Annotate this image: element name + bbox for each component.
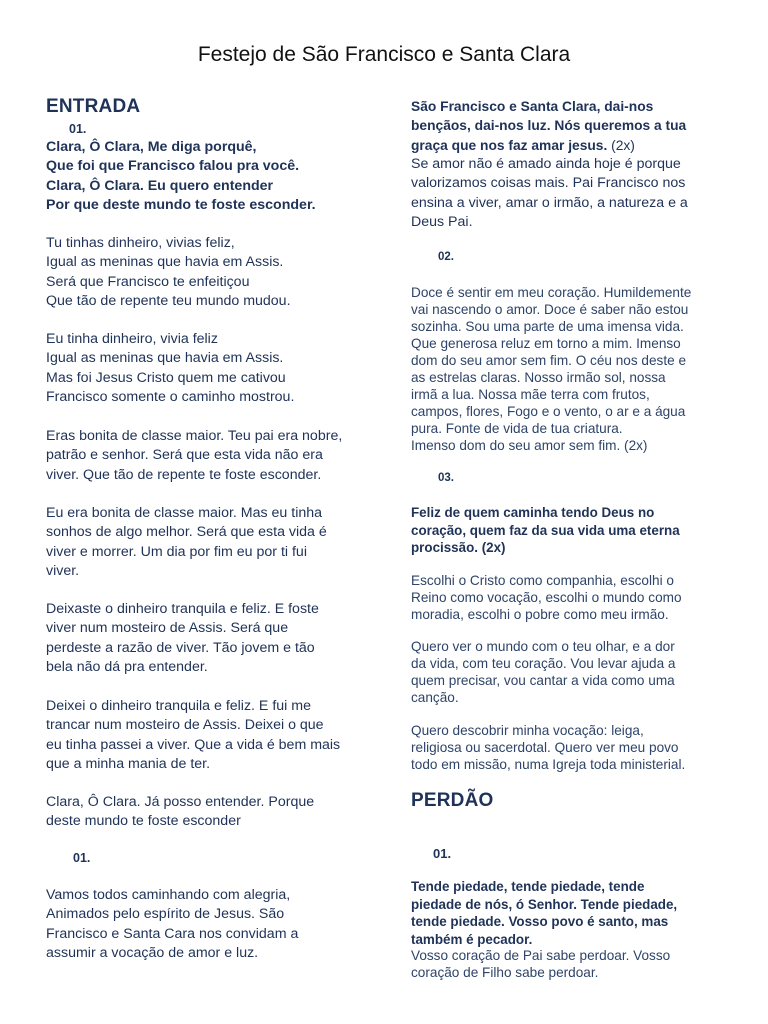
text-line xyxy=(46,812,376,831)
line-text: dom do seu amor sem fim. O céu nos deste e xyxy=(411,353,687,368)
song-number: 01. xyxy=(69,122,87,136)
text-line xyxy=(46,292,376,311)
chorus-stanza xyxy=(411,97,741,155)
text-line xyxy=(411,572,741,589)
chorus-lines xyxy=(411,97,741,155)
line-text: Imenso dom do seu amor sem fim. (2x) xyxy=(411,438,648,453)
verse-stanza xyxy=(411,572,741,623)
verse-stanza xyxy=(46,886,376,963)
text-line xyxy=(46,157,376,176)
line-text: sonhos de algo melhor. Será que esta vida é xyxy=(46,524,327,541)
text-line xyxy=(411,318,741,335)
line-text: Reino como vocação, escolhi o mundo como xyxy=(411,590,682,605)
verse-stanza xyxy=(46,793,376,832)
text-line xyxy=(411,420,741,437)
text-line xyxy=(46,523,376,542)
text-line xyxy=(411,301,741,318)
text-line xyxy=(411,386,741,403)
line-text: São Francisco e Santa Clara, dai-nos xyxy=(411,99,654,114)
line-text: tende piedade. Vosso povo é santo, mas xyxy=(411,914,669,929)
text-line xyxy=(46,196,376,215)
line-text: viver. Que tão de repente te foste esconder. xyxy=(46,466,322,483)
line-text: viver. xyxy=(46,562,80,579)
line-text: também é pecador. xyxy=(411,931,533,947)
text-line xyxy=(46,619,376,638)
line-text: eu tinha passei a viver. Que a vida é bem mais xyxy=(46,736,341,753)
text-line xyxy=(46,716,376,735)
text-line xyxy=(46,944,376,963)
line-text: valorizamos coisas mais. Pai Francisco nos xyxy=(411,175,686,192)
line-text: Eu tinha dinheiro, vivia feliz xyxy=(46,331,218,347)
line-text: coração, quem faz da sua vida uma eterna xyxy=(411,522,680,538)
text-line xyxy=(411,335,741,352)
line-text: Por que deste mundo te foste esconder. xyxy=(46,196,316,213)
text-line xyxy=(411,689,741,706)
text-line xyxy=(46,330,376,349)
text-line xyxy=(46,905,376,924)
line-text: Deus Pai. xyxy=(411,213,473,230)
verse-stanza xyxy=(411,155,741,232)
text-line xyxy=(46,234,376,253)
verse-stanza xyxy=(411,284,741,454)
line-text: quem precisar, vou cantar a vida como uma xyxy=(411,673,675,688)
line-text: da vida, com teu coração. Vou levar ajuda a xyxy=(411,656,676,671)
line-text: viver e morrer. Um dia por fim eu por ti fui xyxy=(46,543,307,560)
line-text: Vamos todos caminhando com alegria, xyxy=(46,887,291,903)
song-number: 01. xyxy=(73,851,91,865)
text-line xyxy=(46,793,376,812)
text-line xyxy=(411,638,741,655)
text-line xyxy=(411,504,741,522)
line-text: Quero ver o mundo com o teu olhar, e a dor xyxy=(411,639,675,654)
line-text: vai nascendo o amor. Doce é saber não estou xyxy=(411,302,689,317)
text-line xyxy=(411,896,741,914)
text-line xyxy=(411,913,741,931)
line-text: canção. xyxy=(411,690,459,705)
text-line xyxy=(46,504,376,523)
text-line xyxy=(411,756,741,773)
text-line xyxy=(411,116,741,135)
text-line xyxy=(46,600,376,619)
chorus-stanza xyxy=(411,504,741,557)
line-text: bençãos, dai-nos luz. Nós queremos a tua xyxy=(411,118,687,134)
line-text: Se amor não é amado ainda hoje é porque xyxy=(411,156,681,172)
text-line xyxy=(46,446,376,465)
line-text: procissão. (2x) xyxy=(411,540,506,555)
chorus-stanza xyxy=(411,878,741,948)
text-line xyxy=(411,284,741,301)
verse-stanza xyxy=(411,638,741,706)
line-text: perdeste a razão de viver. Tão jovem e tão xyxy=(46,639,315,656)
verse-stanza xyxy=(46,234,376,311)
text-line xyxy=(46,543,376,562)
text-line xyxy=(411,606,741,623)
text-line xyxy=(46,697,376,716)
line-text: patrão e senhor. Será que esta vida não era xyxy=(46,447,323,464)
text-line xyxy=(46,736,376,755)
text-line xyxy=(46,177,376,196)
verse-stanza xyxy=(46,504,376,581)
line-text: as estrelas claras. Nosso irmão sol, nossa xyxy=(411,370,666,385)
line-text: viver num mosteiro de Assis. Será que xyxy=(46,620,289,637)
line-text: Escolhi o Cristo como companhia, escolhi o xyxy=(411,573,674,588)
line-text: Doce é sentir em meu coração. Humildemente xyxy=(411,285,692,300)
line-text: Será que Francisco te enfeitiçou xyxy=(46,273,250,290)
text-line xyxy=(411,97,741,116)
text-line xyxy=(46,427,376,446)
text-line xyxy=(411,947,741,964)
line-text: Que foi que Francisco falou pra você. xyxy=(46,158,300,175)
text-line xyxy=(46,925,376,944)
text-line xyxy=(46,273,376,292)
line-text: irmã a lua. Nossa mãe terra com frutos, xyxy=(411,387,650,402)
text-line xyxy=(411,403,741,420)
text-line xyxy=(46,466,376,485)
text-line xyxy=(411,931,741,949)
text-line xyxy=(411,539,741,557)
line-text: graça que nos faz amar jesus. xyxy=(411,137,608,153)
text-line xyxy=(46,349,376,368)
line-text: todo em missão, numa Igreja toda ministerial. xyxy=(411,757,686,772)
verse-stanza xyxy=(411,947,741,981)
line-text: Tende piedade, tende piedade, tende xyxy=(411,879,645,894)
text-line xyxy=(411,136,741,155)
line-text: Deixei o dinheiro tranquila e feliz. E fui me xyxy=(46,698,311,714)
line-text: Francisco somente o caminho mostrou. xyxy=(46,388,295,405)
line-text: Eras bonita de classe maior. Teu pai era nobre, xyxy=(46,428,343,444)
text-line xyxy=(46,388,376,407)
line-text: piedade de nós, ó Senhor. Tende piedade, xyxy=(411,896,678,912)
line-text: Que tão de repente teu mundo mudou. xyxy=(46,292,291,309)
line-text: Francisco e Santa Cara nos convidam a xyxy=(46,925,299,942)
text-line xyxy=(411,213,741,232)
line-text: Igual as meninas que havia em Assis. xyxy=(46,350,284,367)
line-text: Deixaste o dinheiro tranquila e feliz. E foste xyxy=(46,601,319,617)
song-number: 03. xyxy=(438,472,454,484)
line-text: sozinha. Sou uma parte de uma imensa vida. xyxy=(411,319,684,334)
text-line xyxy=(411,739,741,756)
line-text: moradia, escolhi o pobre como meu irmão. xyxy=(411,607,669,622)
text-line xyxy=(411,155,741,174)
chorus-stanza xyxy=(46,138,376,215)
text-line xyxy=(411,369,741,386)
line-text: pura. Fonte de vida de tua criatura. xyxy=(411,421,623,436)
text-line xyxy=(46,562,376,581)
text-line xyxy=(411,722,741,739)
text-line xyxy=(411,672,741,689)
line-text: coração de Filho sabe perdoar. xyxy=(411,965,599,980)
text-line xyxy=(411,655,741,672)
text-line xyxy=(411,352,741,369)
line-text: Clara, Ô Clara, Me diga porquê, xyxy=(46,139,257,155)
text-line xyxy=(46,755,376,774)
text-line xyxy=(46,639,376,658)
line-text: bela não dá pra entender. xyxy=(46,658,208,675)
text-line xyxy=(411,194,741,213)
text-line xyxy=(411,589,741,606)
verse-stanza xyxy=(46,330,376,407)
line-text: Clara, Ô Clara. Já posso entender. Porque xyxy=(46,794,315,810)
line-text: ensina a viver, amar o irmão, a natureza e a xyxy=(411,194,688,211)
line-text: que a minha mania de ter. xyxy=(46,755,211,772)
line-text: Tu tinhas dinheiro, vivias feliz, xyxy=(46,235,235,251)
verse-stanza xyxy=(46,600,376,677)
line-text: Que generosa reluz em torno a mim. Imenso xyxy=(411,336,681,351)
text-line xyxy=(411,174,741,193)
repeat-marker: (2x) xyxy=(607,137,635,153)
page-title: Festejo de São Francisco e Santa Clara xyxy=(197,43,571,66)
section-heading-perdao: PERDÃO xyxy=(411,790,494,811)
line-text: Vosso coração de Pai sabe perdoar. Vosso xyxy=(411,948,671,963)
line-text: Feliz de quem caminha tendo Deus no xyxy=(411,505,655,520)
text-line xyxy=(411,522,741,540)
verse-stanza xyxy=(411,722,741,773)
line-text: Clara, Ô Clara. Eu quero entender xyxy=(46,177,274,194)
line-text: Igual as meninas que havia em Assis. xyxy=(46,254,284,271)
text-line xyxy=(411,437,741,454)
section-heading-entrada: ENTRADA xyxy=(46,96,141,117)
line-text: Eu era bonita de classe maior. Mas eu tinha xyxy=(46,505,323,521)
text-line xyxy=(46,138,376,157)
text-line xyxy=(46,658,376,677)
line-text: Mas foi Jesus Cristo quem me cativou xyxy=(46,369,286,386)
text-line xyxy=(46,369,376,388)
text-line xyxy=(46,253,376,272)
line-text: campos, flores, Fogo e o vento, o ar e a água xyxy=(411,404,686,419)
text-line xyxy=(411,964,741,981)
line-text: trancar num mosteiro de Assis. Deixei o que xyxy=(46,717,324,734)
line-text: Quero descobrir minha vocação: leiga, xyxy=(411,723,644,738)
text-line xyxy=(411,878,741,896)
line-text: deste mundo te foste esconder xyxy=(46,813,241,830)
song-number: 02. xyxy=(438,251,454,263)
line-text: assumir a vocação de amor e luz. xyxy=(46,944,259,961)
line-text: religiosa ou sacerdotal. Quero ver meu povo xyxy=(411,740,679,755)
line-text: Animados pelo espírito de Jesus. São xyxy=(46,906,285,923)
song-number: 01. xyxy=(433,846,452,861)
text-line xyxy=(46,886,376,905)
verse-stanza xyxy=(46,697,376,774)
verse-stanza xyxy=(46,427,376,485)
